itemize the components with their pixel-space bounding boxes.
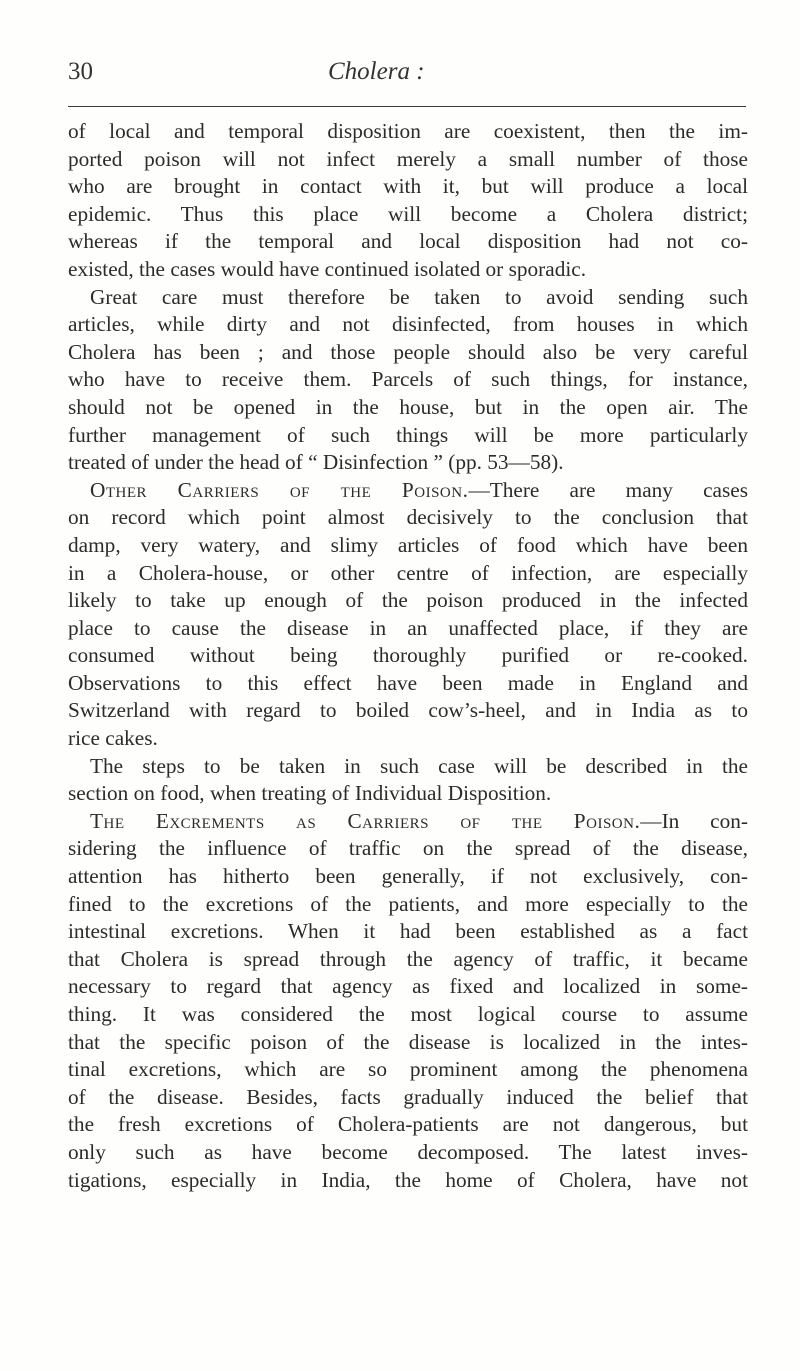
page-header xyxy=(68,52,746,107)
text-line: necessary to regard that agency as fixed and localized in some- xyxy=(68,974,748,999)
text-line: that the specific poison of the disease is localized in the intes- xyxy=(68,1029,748,1054)
text-line: further management of such things will be more particularly xyxy=(68,422,748,447)
text-line: the fresh excretions of Cholera-patients are not dangerous, but xyxy=(68,1112,748,1137)
text-line: place to cause the disease in an unaffected place, if they are xyxy=(68,615,748,640)
text-line xyxy=(68,808,748,836)
running-head: Cholera : xyxy=(328,58,425,85)
text-line: tigations, especially in India, the home of Cholera, have not xyxy=(68,1167,748,1192)
text-line: that Cholera is spread through the agency of traffic, it became xyxy=(68,946,748,971)
text-line: Observations to this effect have been made in England and xyxy=(68,670,748,695)
text-line: articles, while dirty and not disinfected, from houses in which xyxy=(68,312,748,337)
section-heading: The Excrements as Carriers of the Poison. xyxy=(90,808,641,833)
text-line: of the disease. Besides, facts gradually induced the belief that xyxy=(68,1084,748,1109)
text-line-content: —In con- xyxy=(640,808,748,833)
section-heading: Other Carriers of the Poison. xyxy=(90,477,469,502)
text-line: The steps to be taken in such case will be described in the xyxy=(90,753,748,778)
text-line: should not be opened in the house, but in the open air. The xyxy=(68,394,748,419)
text-line: thing. It was considered the most logical course to assume xyxy=(68,1002,748,1026)
text-line: Cholera has been ; and those people should also be very careful xyxy=(68,339,748,364)
text-line: who have to receive them. Parcels of such things, for instance, xyxy=(68,367,748,392)
text-line-content: —There are many cases xyxy=(468,477,749,502)
text-line: fined to the excretions of the patients, and more especially to the xyxy=(68,891,748,916)
text-line: Great care must therefore be taken to avoid sending such xyxy=(90,284,748,309)
text-line: of local and temporal disposition are coexistent, then the im- xyxy=(68,119,748,143)
text-line: attention has hitherto been generally, if not exclusively, con- xyxy=(68,864,748,889)
text-line: sidering the influence of traffic on the spread of the disease, xyxy=(68,836,748,861)
text-line: ported poison will not infect merely a small number of those xyxy=(68,146,748,171)
text-line: only such as have become decomposed. The latest inves- xyxy=(68,1139,748,1164)
text-line: damp, very watery, and slimy articles of food which have been xyxy=(68,532,748,557)
text-line: Switzerland with regard to boiled cow’s-heel, and in India as to xyxy=(68,698,748,723)
page-number: 30 xyxy=(68,58,93,85)
text-line: on record which point almost decisively to the conclusion that xyxy=(68,505,748,530)
text-line: existed, the cases would have continued isolated or sporadic. xyxy=(68,256,587,281)
body-text xyxy=(68,118,748,1194)
text-line: in a Cholera-house, or other centre of infection, are especially xyxy=(68,560,748,585)
text-line: treated of under the head of “ Disinfection ” (pp. 53—58). xyxy=(68,450,564,475)
text-line: whereas if the temporal and local disposition had not co- xyxy=(68,229,748,254)
text-line: epidemic. Thus this place will become a Cholera district; xyxy=(68,201,748,226)
text-line: intestinal excretions. When it had been established as a fact xyxy=(68,919,748,944)
text-line: rice cakes. xyxy=(68,726,158,751)
text-line: section on food, when treating of Individual Disposition. xyxy=(68,781,552,806)
text-line: consumed without being thoroughly purified or re-cooked. xyxy=(68,643,748,668)
text-line: tinal excretions, which are so prominent among the phenomena xyxy=(68,1057,748,1082)
text-line: who are brought in contact with it, but will produce a local xyxy=(68,174,748,199)
text-line xyxy=(68,477,748,505)
text-line: likely to take up enough of the poison produced in the infected xyxy=(68,588,748,613)
